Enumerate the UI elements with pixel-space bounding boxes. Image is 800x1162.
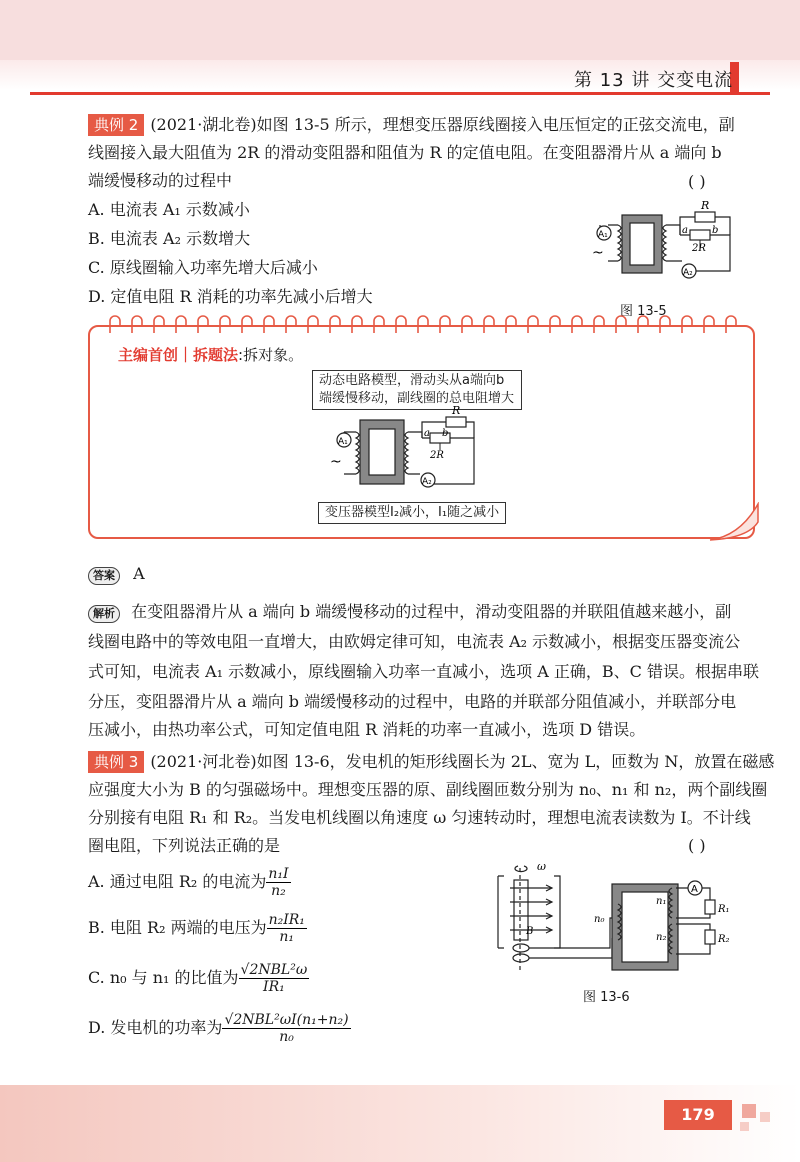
top-band xyxy=(0,0,800,60)
analysis-line-1: 解析 在变阻器滑片从 a 端向 b 端缓慢移动的过程中，滑动变阻器的并联阻值越来越小，副 xyxy=(88,598,778,626)
fig5-b-label: b xyxy=(712,225,719,236)
ring-icon xyxy=(220,316,230,333)
box-2r-label: 2R xyxy=(430,450,444,461)
answer-text: A xyxy=(133,564,145,583)
ring-icon xyxy=(440,316,450,333)
box-r-label: R xyxy=(452,404,461,417)
footer-square-decoration xyxy=(742,1104,756,1118)
example2-answer-paren: ( ) xyxy=(688,172,706,191)
editor-box-title: 主编首创｜拆题法:拆对象。 xyxy=(118,346,304,364)
analysis-badge: 解析 xyxy=(88,605,120,623)
ring-icon xyxy=(704,316,714,333)
box-a2-label: A₂ xyxy=(422,477,432,487)
fig5-ac-source-icon: ~ xyxy=(592,245,604,261)
answer-badge: 答案 xyxy=(88,567,120,585)
ring-icon xyxy=(682,316,692,333)
ring-icon xyxy=(572,316,582,333)
fig5-r-label: R xyxy=(701,199,710,212)
fig6-omega-label: ω xyxy=(537,860,546,873)
footer-square-decoration xyxy=(760,1112,770,1122)
ring-icon xyxy=(330,316,340,333)
fig5-a2-label: A₂ xyxy=(683,268,693,278)
chapter-title: 第 13 讲 交变电流 xyxy=(574,70,734,91)
ring-icon xyxy=(418,316,428,333)
editor-box-circuit xyxy=(320,402,500,502)
example3-line3: 分别接有电阻 R₁ 和 R₂。当发电机线圈以角速度 ω 匀速转动时，理想电流表读数为 I。不计线 xyxy=(88,808,751,827)
ring-icon xyxy=(550,316,560,333)
header-rule xyxy=(30,92,770,95)
figure-13-5-circuit xyxy=(570,195,750,295)
ring-icon xyxy=(660,316,670,333)
fig6-r2-label: R₂ xyxy=(718,934,730,945)
box-b-label: b xyxy=(442,428,449,439)
example3-answer-paren: ( ) xyxy=(688,836,706,855)
fig6-n0-label: n₀ xyxy=(594,914,605,925)
ring-icon xyxy=(462,316,472,333)
ring-icon xyxy=(726,316,736,333)
box-a-label: a xyxy=(424,428,430,439)
ring-icon xyxy=(396,316,406,333)
notebook-rings xyxy=(100,311,740,339)
analysis-line-5: 压减小，由热功率公式，可知定值电阻 R 消耗的功率一直减小，选项 D 错误。 xyxy=(88,720,646,739)
analysis-line-3: 式可知，电流表 A₁ 示数减小，原线圈输入功率一直减小，选项 A 正确，B、C 错误。根据串联 xyxy=(88,662,759,681)
fig5-2r-label: 2R xyxy=(692,243,706,254)
option-c-fraction: $\frac{\text{√2NBL²ω}}{\text{IR₁}}$ xyxy=(240,962,308,995)
ring-icon xyxy=(616,316,626,333)
example3-option-d: D. 发电机的功率为 $\frac{\text{√2NBL²ωI(n₁+n₂)}}{\text{n₀}}$ xyxy=(88,1012,349,1045)
page-number: 179 xyxy=(664,1100,732,1130)
example2-line1: 典例 2 (2021·湖北卷)如图 13-5 所示，理想变压器原线圈接入电压恒定的正弦交流电，副 xyxy=(88,111,768,139)
ring-icon xyxy=(132,316,142,333)
footer-square-decoration xyxy=(740,1122,749,1131)
ring-icon xyxy=(264,316,274,333)
analysis-line-4: 分压，变阻器滑片从 a 端向 b 端缓慢移动的过程中，电路的并联部分阻值减小，并联部分电 xyxy=(88,692,737,711)
example2-option-a: A. 电流表 A₁ 示数减小 xyxy=(88,200,250,219)
example2-tag: 典例 2 xyxy=(88,114,144,136)
ring-icon xyxy=(352,316,362,333)
ring-icon xyxy=(308,316,318,333)
page-curl-decoration xyxy=(700,502,760,542)
example3-option-b: B. 电阻 R₂ 两端的电压为 $\frac{\text{n₂IR₁}}{\text{n₁}}$ xyxy=(88,912,305,945)
example2-option-d: D. 定值电阻 R 消耗的功率先减小后增大 xyxy=(88,287,373,306)
ring-icon xyxy=(528,316,538,333)
example3-option-a: A. 通过电阻 R₂ 的电流为 $\frac{\text{n₁I}}{\text{n₂}}$ xyxy=(88,866,289,899)
ring-icon xyxy=(594,316,604,333)
ring-icon xyxy=(286,316,296,333)
dynamic-model-note: 动态电路模型，滑动头从a端向b端缓慢移动，副线圈的总电阻增大 xyxy=(312,370,522,410)
ring-icon xyxy=(198,316,208,333)
example3-line4: 圈电阻，下列说法正确的是 xyxy=(88,836,281,855)
example3-option-c: C. n₀ 与 n₁ 的比值为 $\frac{\text{√2NBL²ω}}{\text{IR₁}}$ xyxy=(88,962,308,995)
example3-line2: 应强度大小为 B 的匀强磁场中。理想变压器的原、副线圈匝数分别为 n₀、n₁ 和 n₂，两个副线圈 xyxy=(88,780,768,799)
figure-13-5-caption: 图 13-5 xyxy=(620,304,667,319)
transformer-model-note: 变压器模型I₂减小，I₁随之减小 xyxy=(318,502,506,524)
example2-line2: 线圈接入最大阻值为 2R 的滑动变阻器和阻值为 R 的定值电阻。在变阻器滑片从 a 端向 b xyxy=(88,143,722,162)
ring-icon xyxy=(110,316,120,333)
option-a-fraction: $\frac{\text{n₁I}}{\text{n₂}}$ xyxy=(268,866,289,899)
example2-line3: 端缓慢移动的过程中 xyxy=(88,171,233,190)
answer-line xyxy=(88,560,145,588)
fig5-a1-label: A₁ xyxy=(598,230,608,240)
fig6-n1-label: n₁ xyxy=(656,896,667,907)
example3-line1: 典例 3 (2021·河北卷)如图 13-6，发电机的矩形线圈长为 2L、宽为 L，匝数为 N，放置在磁感 xyxy=(88,748,778,776)
box-a1-label: A₁ xyxy=(338,437,348,447)
ring-icon xyxy=(506,316,516,333)
ring-icon xyxy=(176,316,186,333)
ring-icon xyxy=(242,316,252,333)
fig6-b-label: B xyxy=(526,926,534,937)
box-ac-source-icon: ~ xyxy=(330,454,342,470)
ring-icon xyxy=(638,316,648,333)
fig5-a-label: a xyxy=(682,225,688,236)
analysis-line-2: 线圈电路中的等效电阻一直增大，由欧姆定律可知，电流表 A₂ 示数减小，根据变压器变流公 xyxy=(88,632,741,651)
example2-option-b: B. 电流表 A₂ 示数增大 xyxy=(88,229,251,248)
ring-icon xyxy=(154,316,164,333)
example3-tag: 典例 3 xyxy=(88,751,144,773)
fig6-n2-label: n₂ xyxy=(656,932,667,943)
ring-icon xyxy=(484,316,494,333)
fig6-ammeter-label: A xyxy=(691,884,698,895)
ring-icon xyxy=(374,316,384,333)
option-d-fraction: $\frac{\text{√2NBL²ωI(n₁+n₂)}}{\text{n₀}}$ xyxy=(224,1012,349,1045)
figure-13-6-generator-circuit xyxy=(490,858,750,978)
fig6-r1-label: R₁ xyxy=(718,904,730,915)
example2-option-c: C. 原线圈输入功率先增大后减小 xyxy=(88,258,318,277)
option-b-fraction: $\frac{\text{n₂IR₁}}{\text{n₁}}$ xyxy=(268,912,305,945)
figure-13-6-caption: 图 13-6 xyxy=(583,990,630,1005)
